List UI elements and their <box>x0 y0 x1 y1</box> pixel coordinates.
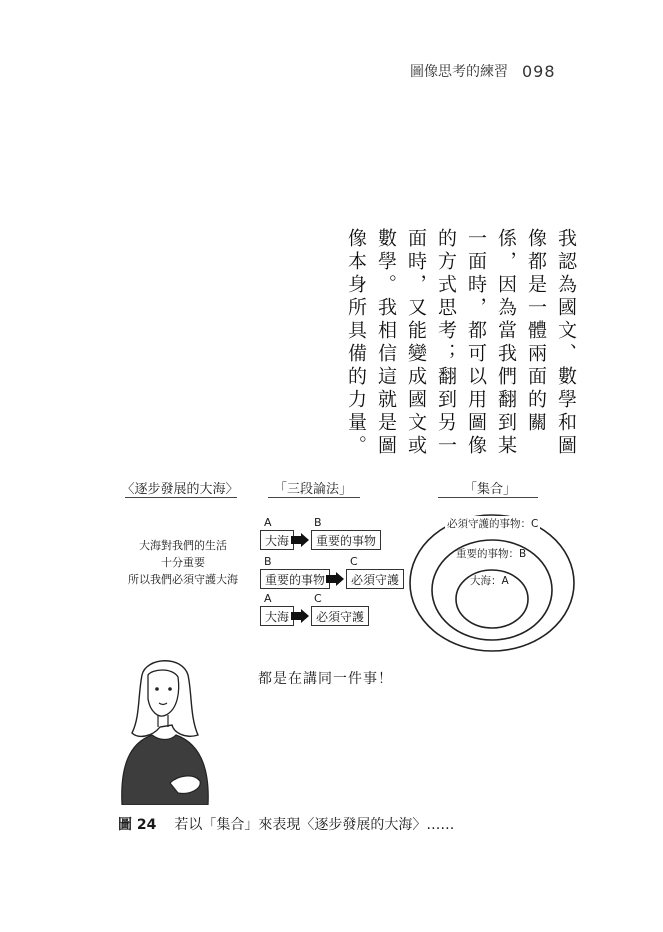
syllogism-box: 大海 <box>260 606 294 626</box>
page-header <box>410 60 570 82</box>
syllogism-box: 必須守護 <box>311 606 369 626</box>
body-paragraph: 我認為國文、數學和圖像都是一體兩面的關係，因為當我們翻到某一面時，都可以用圖像的方式思考；翻到另一面時，又能變成國文或數學。我相信這就是圖像本身所具備的力量。 <box>345 228 577 458</box>
statement-line: 所以我們必須守護大海 <box>128 573 238 586</box>
running-title: 圖像思考的練習 <box>410 64 508 80</box>
arrow-right-icon <box>326 572 344 586</box>
syllogism-box: 重要的事物 <box>311 530 381 550</box>
arrow-right-icon <box>291 533 309 547</box>
col1-rule <box>125 497 237 498</box>
body-text-vertical <box>341 228 581 468</box>
figure-number: 圖 24 <box>118 817 157 833</box>
page-number: 098 <box>522 61 556 81</box>
set-c-label: 必須守護的事物：C <box>447 518 539 530</box>
caption-text: 若以「集合」來表現〈逐步發展的大海〉…… <box>174 817 455 833</box>
syllogism-label: A <box>264 592 272 605</box>
col3-rule <box>438 497 538 498</box>
same-thing-text: 都是在講同一件事！ <box>258 671 393 687</box>
plain-statement <box>118 537 248 588</box>
woman-illustration <box>112 655 224 805</box>
set-b-label: 重要的事物：B <box>456 548 527 560</box>
statement-line: 十分重要 <box>161 556 205 569</box>
arrow-right-icon <box>291 609 309 623</box>
syllogism-label: C <box>314 592 322 605</box>
figure-caption <box>118 814 454 834</box>
syllogism-box: 必須守護 <box>346 569 404 589</box>
col3-title: 「集合」 <box>463 482 516 497</box>
syllogism-label: C <box>350 555 358 568</box>
syllogism-label: B <box>264 555 272 568</box>
col2-title: 「三段論法」 <box>273 482 352 497</box>
statement-line: 大海對我們的生活 <box>139 539 227 552</box>
syllogism-box: 大海 <box>260 530 294 550</box>
col1-title: 〈逐步發展的大海〉 <box>121 482 239 497</box>
syllogism-label: A <box>264 516 272 529</box>
set-a-label: 大海：A <box>470 575 509 587</box>
syllogism-box: 重要的事物 <box>260 569 330 589</box>
syllogism-label: B <box>314 516 322 529</box>
col2-rule <box>268 497 360 498</box>
